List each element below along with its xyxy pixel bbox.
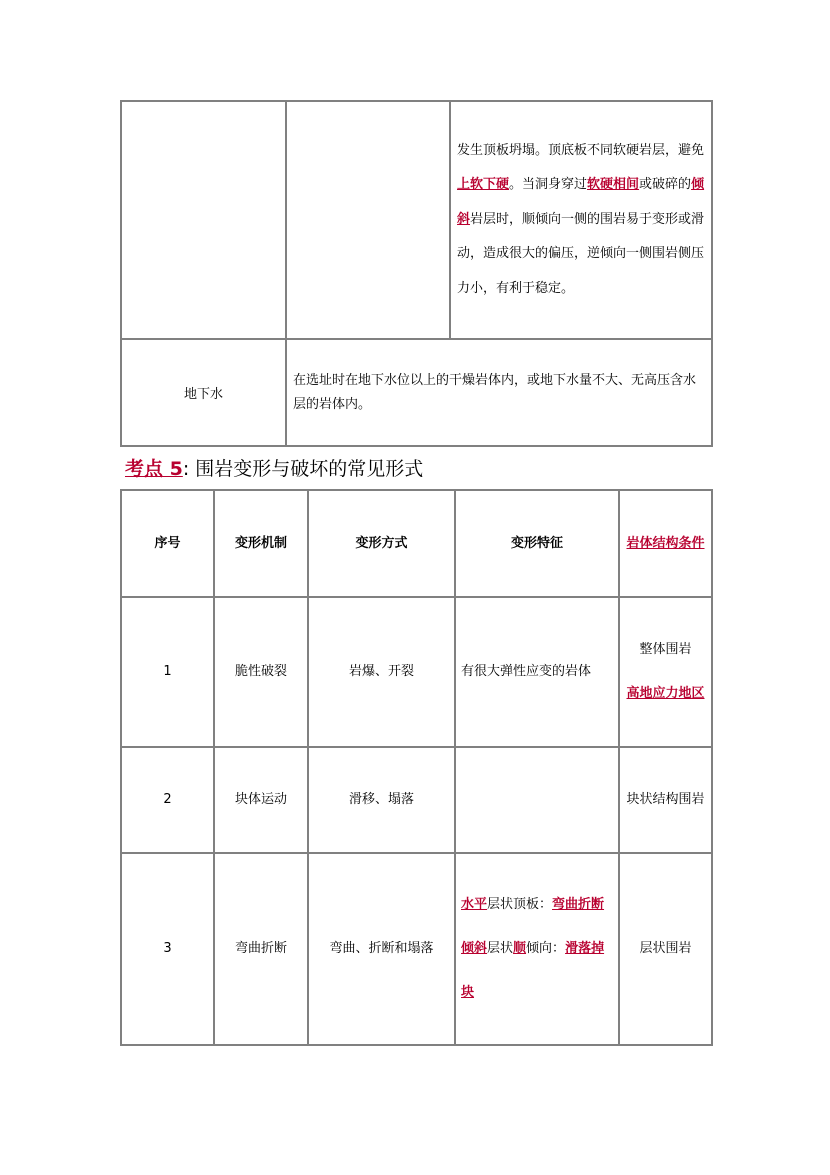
table-header-row [121,490,712,597]
layer-description-text [457,143,704,296]
feature-inclined-desc: 层状 [487,941,514,956]
heading-title: 围岩变形与破坏的常见形式 [195,458,424,480]
table-row-layer-orientation [121,101,712,339]
feature-bending-fracture: 弯曲折断 [552,897,605,912]
heading-colon: : [182,458,190,480]
feature-sliding-blocks: 滑落掉块 [461,941,605,1000]
feature-along: 顺 [513,941,527,956]
cell-condition [619,597,712,747]
cell-factor-empty [121,101,286,339]
cell-mode: 弯曲、折断和塌落 [308,853,455,1045]
cell-mechanism: 弯曲折断 [214,853,308,1045]
rock-conditions-table [120,100,713,447]
cell-layer-description [450,101,712,339]
cell-mechanism: 块体运动 [214,747,308,853]
cell-feature: 有很大弹性应变的岩体 [455,597,619,747]
heading-point-label: 考点 5 [125,458,183,480]
table-row-groundwater [121,339,712,446]
emphasis-term: 上软下硬 [457,177,510,193]
description-segment: 或破碎的 [639,177,692,193]
condition-plain-text: 整体围岩 [639,642,692,657]
feature-inclined: 倾斜 [461,941,488,956]
cell-no: 1 [121,597,214,747]
header-no: 序号 [121,490,214,597]
table-row [121,597,712,747]
cell-feature [455,853,619,1045]
cell-feature [455,747,619,853]
description-segment: 。当洞身穿过 [509,177,588,193]
table-row [121,747,712,853]
section-heading [125,455,423,483]
description-segment: 岩层时，顺倾向一侧的围岩易于变形或滑动，造成很大的偏压，逆倾向一侧围岩侧压力小，有利于稳定。 [457,211,705,296]
description-segment: 发生顶板坍塌。顶底板不同软硬岩层，避免 [457,142,705,158]
header-condition [619,490,712,597]
cell-groundwater-label: 地下水 [121,339,286,446]
feature-dip-desc: 倾向： [526,941,566,956]
header-condition-text: 岩体结构条件 [626,535,705,551]
cell-mode: 岩爆、开裂 [308,597,455,747]
cell-mode: 滑移、塌落 [308,747,455,853]
feature-horizontal-desc: 层状顶板： [487,897,553,912]
emphasis-term: 倾斜 [457,177,705,227]
condition-emphasis-text: 高地应力地区 [626,686,705,701]
header-mode: 变形方式 [308,490,455,597]
feature-horizontal: 水平 [461,897,488,912]
header-feature: 变形特征 [455,490,619,597]
table-row [121,853,712,1045]
cell-mechanism: 脆性破裂 [214,597,308,747]
emphasis-term: 软硬相间 [587,177,640,193]
deformation-forms-table [120,489,713,1046]
cell-no: 3 [121,853,214,1045]
cell-groundwater-description: 在选址时在地下水位以上的干燥岩体内，或地下水量不大、无高压含水层的岩体内。 [286,339,712,446]
header-mechanism: 变形机制 [214,490,308,597]
cell-no: 2 [121,747,214,853]
cell-subfactor-empty [286,101,450,339]
cell-condition: 层状围岩 [619,853,712,1045]
cell-condition: 块状结构围岩 [619,747,712,853]
